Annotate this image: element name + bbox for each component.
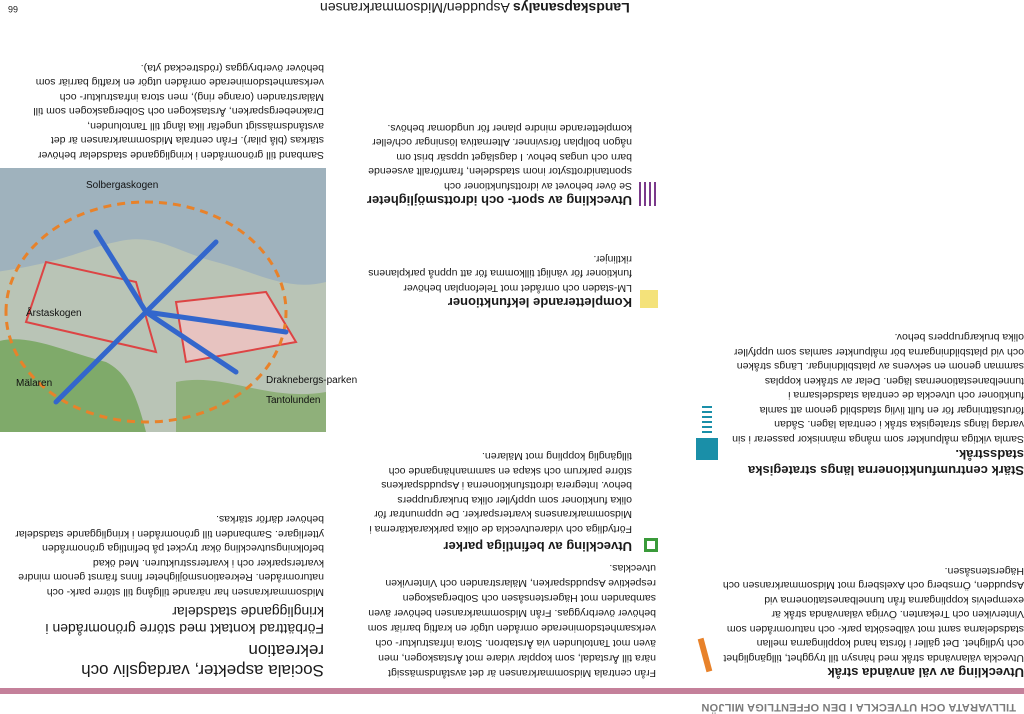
legend-teal-node <box>696 438 718 460</box>
col1-heading-block <box>12 512 324 680</box>
legend-yellow-square <box>640 290 658 308</box>
col2-s2-body: LM-staden och området mot Telefonplan behöver funktioner för vänligt tillkomma för att uppnå parkplanens riktlinjer. <box>368 253 632 294</box>
col1-heading: Sociala aspekter, vardagsliv och rekreation <box>81 641 324 680</box>
col1-caption: Samband till grönområden i kringliggande stadsdelar behöver stärkas (blå pilar). Från centrala Midsommarkransen är det avståndsmässigt ungefär lika långt till Tantolunden, Draknebergsparken, Årstaskogen och Solbergaskogen som till Mälarstranden (orange ring), men stora infrastruktur- och verksamhetsdominerade områden utgör en kraftig barriär som behöver överbryggas (rödstreckad yta). <box>33 62 324 161</box>
map-label-malaren: Mälaren <box>16 378 53 389</box>
col2-s1-body: Förtydliga och vidareutveckla de olika parkkaraktärerna i Midsommarkransens kvartersparker. De uppmuntrar för olika funktioner som uppfyller olika brukargruppers behov. Integrera idrottsfunktionerna i Aspuddsparkens större parkrum och skapa en sammanhängande och tillgänglig koppling mot Mälaren. <box>369 450 632 535</box>
header-bold: Landskapsanalys <box>513 0 630 16</box>
col1-body: Midsommarkransen har närande tillgång till större park- och naturområden. Rekreationsmöjligheter finns främst genom mindre kvartersparker och i kvartersstrukturen. Med ökad befolkningsutveckling ökar trycket på befintliga grönområden ytterligare. Sambanden till grönområden i kringliggande stadsdelar behöver därför stärkas. <box>15 513 324 598</box>
col3-section-2 <box>722 330 1024 478</box>
col3-s2-title: Stärk centrumfunktionerna längs strategiska stadsstråk. <box>748 447 1024 478</box>
col2-section-3 <box>366 121 658 209</box>
running-header <box>320 0 630 16</box>
map-label-arstaskogen: Årstaskogen <box>26 308 82 319</box>
col2-s3-title: Utveckling av sport- och idrottsmöjligheter <box>366 193 632 208</box>
map-image <box>0 168 358 432</box>
map-label-solbergaskogen: Solbergaskogen <box>86 180 159 191</box>
col2-intro: Från centrala Midsommarkransen är det avståndsmässigt nära till Årstadal, som kopplar vidare mot Årstaskogen, men även mot Tantolunden via Årstabron. Stora infrastruktur- och verksamhetsdominerade områden utgör en kraftig barriär som behöver överbryggas. Från Midsommarkransen behöver även sambanden mot Hägerstensåsen och Solbergaskogen respektive Aspuddsparken, Mälarstranden och Vinterviken utvecklas. <box>367 562 656 679</box>
col3-s1-title: Utveckling av väl använda stråk <box>827 665 1024 680</box>
legend-orange-stroke <box>698 638 713 672</box>
page-number: 66 <box>7 4 18 14</box>
col2-s2-title: Kompletterande lekfunktioner <box>447 295 632 310</box>
legend-teal-lines <box>702 406 712 436</box>
header-rest: Aspudden/Midsommarkransen <box>320 0 513 16</box>
footer-bar <box>0 688 1024 694</box>
col2-s1-title: Utveckling av befintliga parker <box>443 539 632 554</box>
col1-subheading: Förbättrad kontakt med större grönområden i kringliggande stadsdelar <box>45 604 324 637</box>
col3-section-1 <box>722 564 1024 681</box>
map-label-tantolunden: Tantolunden <box>266 395 321 406</box>
col3-s1-body: Utveckla välanvända stråk med hänsyn till trygghet, tillgänglighet och tydlighet. Det gäller i första hand kopplingarna mellan stadsdelarna samt mot välbesökta park- och naturområden som Vinterviken och Trekanten. Övriga välanvända stråk är exempelvis kopplingarna från tunnelbanestationerna vid Aspudden, Örnsberg och Axelsberg mot Midsommarkransen och Hägerstensåsen. <box>722 565 1024 664</box>
legend-purple-lines <box>638 182 656 206</box>
map-label-draknebergsparken: Draknebergs-parken <box>266 375 358 386</box>
col3-s2-body: Samla viktiga målpunkter som många människor passerar i sin vardag längs strategiska stråk i centrala lägen. Sådan förutsättningar för en fullt livlig stadsbild genom att samla funktioner och utveckla de centrala stadsdelsarna i tunnelbanestationernas lägen. Delar av stråken kopplas samman genom en sekvens av platsbildningar. Längs stråken och vid platsbildningarna bör målpunkter samlas som uppfyller olika brukargruppers behov. <box>732 331 1024 445</box>
col2-section-2 <box>366 252 658 311</box>
legend-green-square <box>644 538 658 552</box>
map-svg <box>0 168 358 432</box>
col2-section-1 <box>366 449 658 554</box>
col2-s3-body: Se över behovet av idrottsfunktioner och spontanidrottsytor inom stadsdelen, framförallt avseende barn och ungas behov. I dagsläget uppsär brist om någon bollplan försvinner. Alternativa lösningar och/eller kompletterande mindre planer för ungdomar behövs. <box>368 122 632 192</box>
footer-text: TILLVARATA OCH UTVECKLA I DEN OFFENTLIGA MILJÖN <box>701 701 1016 713</box>
